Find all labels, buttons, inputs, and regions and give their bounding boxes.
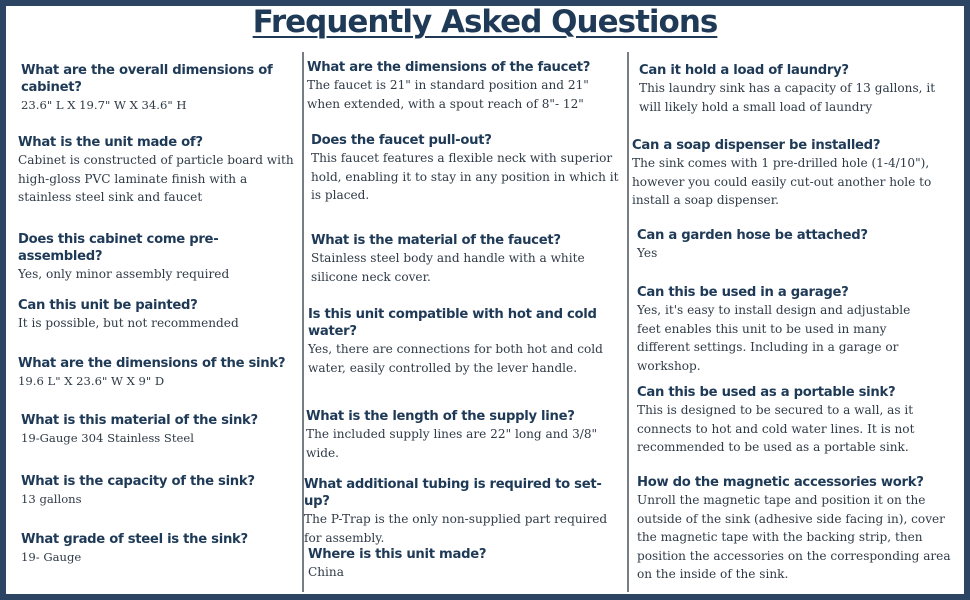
faq-question: How do the magnetic accessories work?: [637, 475, 924, 490]
faq-answer: China: [308, 565, 344, 579]
faq-answer: Yes, it's easy to install design and adjustable feet enables this unit to be used in many different settings. Including in a garage or workshop.: [637, 303, 911, 373]
faq-item: [18, 297, 302, 333]
faq-answer: The faucet is 21" in standard position and 21" when extended, with a spout reach of 8"- 12": [307, 78, 589, 111]
faq-item: [311, 232, 601, 286]
faq-item: [308, 546, 608, 582]
faq-question: Where is this unit made?: [308, 547, 487, 562]
faq-item: [21, 473, 301, 509]
faq-answer: This is designed to be secured to a wall, as it connects to hot and cold water lines. It is not recommended to be used as a portable sink.: [637, 403, 915, 454]
faq-item: [306, 408, 606, 462]
faq-item: [637, 384, 937, 457]
faq-item: [18, 134, 302, 207]
page-title: Frequently Asked Questions: [252, 4, 718, 40]
faq-item: [637, 474, 952, 584]
faq-answer: Yes: [637, 246, 658, 260]
faq-item: [637, 227, 937, 263]
faq-answer: 13 gallons: [21, 492, 82, 506]
faq-answer: Cabinet is constructed of particle board with high-gloss PVC laminate finish with a stainless steel sink and faucet: [18, 153, 294, 204]
faq-item: [308, 306, 606, 377]
faq-answer: Unroll the magnetic tape and position it on the outside of the sink (adhesive side facing in), cover the magnetic tape with the backing strip, then position the accessories on the corresponding area on the inside of the sink.: [637, 493, 951, 581]
faq-answer: The P-Trap is the only non-supplied part required for assembly.: [304, 512, 608, 545]
faq-item: [21, 412, 301, 448]
faq-question: What is the material of the faucet?: [311, 233, 561, 248]
faq-question: What are the dimensions of the sink?: [18, 356, 286, 371]
faq-answer: 19- Gauge: [21, 550, 82, 564]
faq-answer: The included supply lines are 22" long and 3/8" wide.: [306, 427, 598, 460]
faq-question: Is this unit compatible with hot and cold water?: [308, 307, 597, 339]
faq-item: [304, 476, 622, 547]
faq-question: What is the capacity of the sink?: [21, 474, 255, 489]
faq-item: [639, 62, 939, 116]
faq-question: What is the unit made of?: [18, 135, 203, 150]
faq-question: What additional tubing is required to set-up?: [304, 477, 602, 509]
faq-question: Does the faucet pull-out?: [311, 133, 492, 148]
faq-question: What grade of steel is the sink?: [21, 532, 248, 547]
faq-answer: This laundry sink has a capacity of 13 gallons, it will likely hold a small load of laundry: [639, 81, 936, 114]
faq-question: Does this cabinet come pre-assembled?: [18, 232, 219, 264]
faq-question: Can this be used in a garage?: [637, 285, 849, 300]
faq-answer: Yes, there are connections for both hot and cold water, easily controlled by the lever handle.: [308, 342, 603, 375]
faq-answer: 19.6 L" X 23.6" W X 9" D: [18, 374, 165, 388]
faq-question: Can this be used as a portable sink?: [637, 385, 896, 400]
faq-answer: 19-Gauge 304 Stainless Steel: [21, 431, 194, 445]
faq-question: Can it hold a load of laundry?: [639, 63, 849, 78]
faq-item: [18, 231, 302, 284]
faq-question: What are the dimensions of the faucet?: [307, 60, 591, 75]
faq-question: Can a garden hose be attached?: [637, 228, 868, 243]
faq-answer: It is possible, but not recommended: [18, 316, 239, 330]
faq-panel: [6, 6, 964, 594]
faq-question: What is this material of the sink?: [21, 413, 258, 428]
faq-answer: Yes, only minor assembly required: [18, 267, 230, 281]
faq-answer: The sink comes with 1 pre-drilled hole (1-4/10"), however you could easily cut-out another hole to install a soap dispenser.: [632, 156, 932, 207]
faq-answer: 23.6" L X 19.7" W X 34.6" H: [21, 98, 187, 112]
faq-item: [311, 132, 623, 205]
faq-item: [21, 62, 281, 115]
faq-question: Can this unit be painted?: [18, 298, 198, 313]
faq-question: Can a soap dispenser be installed?: [632, 138, 881, 153]
faq-item: [18, 355, 302, 391]
faq-item: [637, 284, 937, 375]
column-divider: [627, 52, 629, 592]
faq-answer: Stainless steel body and handle with a white silicone neck cover.: [311, 251, 585, 284]
faq-answer: This faucet features a flexible neck with superior hold, enabling it to stay in any position in which it is placed.: [311, 151, 619, 202]
faq-item: [307, 59, 621, 113]
faq-question: What is the length of the supply line?: [306, 409, 575, 424]
faq-item: [632, 137, 950, 210]
faq-item: [21, 531, 301, 567]
faq-question: What are the overall dimensions of cabinet?: [21, 63, 273, 95]
